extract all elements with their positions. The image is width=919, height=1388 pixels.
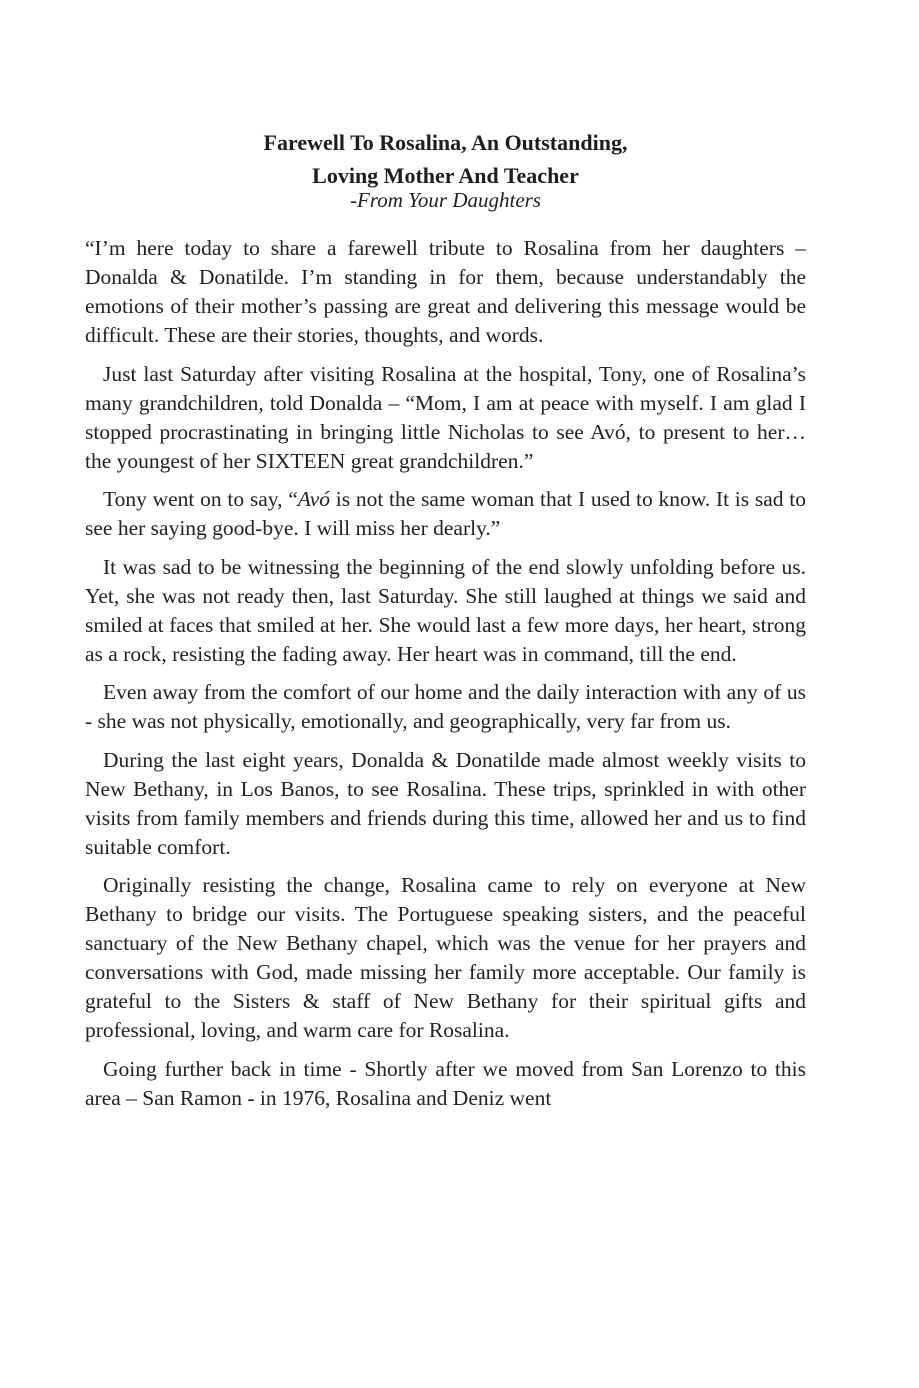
paragraph [85,485,806,543]
chapter-subtitle: -From Your Daughters [350,188,541,212]
paragraph-text: Tony went on to say, “ [103,487,298,511]
paragraph: Even away from the comfort of our home and the daily interaction with any of us - she was not physically, emotionally, and geographically, very far from us. [85,680,806,733]
title-line-1: Farewell To Rosalina, An Outstanding, [263,130,628,155]
paragraph: Going further back in time - Shortly after we moved from San Lorenzo to this area – San Ramon - in 1976, Rosalina and Deniz went [85,1056,806,1110]
chapter-title [85,126,806,192]
book-page [85,126,806,1113]
emphasized-word: Avó [297,487,331,511]
body-text [85,234,806,1113]
paragraph: Just last Saturday after visiting Rosalina at the hospital, Tony, one of Rosalina’s many grandchildren, told Donalda – “Mom, I am at peace with myself. I am glad I stopped procrastinating in bringing little Nicholas to see Avó, to present to her… the youngest of her SIXTEEN great grandchildren.” [85,361,806,473]
paragraph: Originally resisting the change, Rosalina came to rely on everyone at New Bethany to bridge our visits. The Portuguese speaking sisters, and the peaceful sanctuary of the New Bethany chapel, which was the venue for her prayers and conversations with God, made missing her family more acceptable. Our family is grateful to the Sisters & staff of New Bethany for their spiritual gifts and professional, loving, and warm care for Rosalina. [85,873,806,1042]
paragraph: During the last eight years, Donalda & Donatilde made almost weekly visits to New Bethany, in Los Banos, to see Rosalina. These trips, sprinkled in with other visits from family members and friends during this time, allowed her and us to find suitable comfort. [85,747,806,859]
paragraph-text: is not the same woman that I used to know. It is sad to see her saying good-bye. I will miss her dearly.” [85,487,806,540]
paragraph: It was sad to be witnessing the beginning of the end slowly unfolding before us. Yet, she was not ready then, last Saturday. She still laughed at things we said and smiled at faces that smiled at her. She would last a few more days, her heart, strong as a rock, resisting the fading away. Her heart was in command, till the end. [85,554,806,666]
title-line-2: Loving Mother And Teacher [312,163,579,188]
paragraph: “I’m here today to share a farewell tribute to Rosalina from her daughters – Donalda & Donatilde. I’m standing in for them, because understandably the emotions of their mother’s passing are great and delivering this message would be difficult. These are their stories, thoughts, and words. [85,236,806,347]
